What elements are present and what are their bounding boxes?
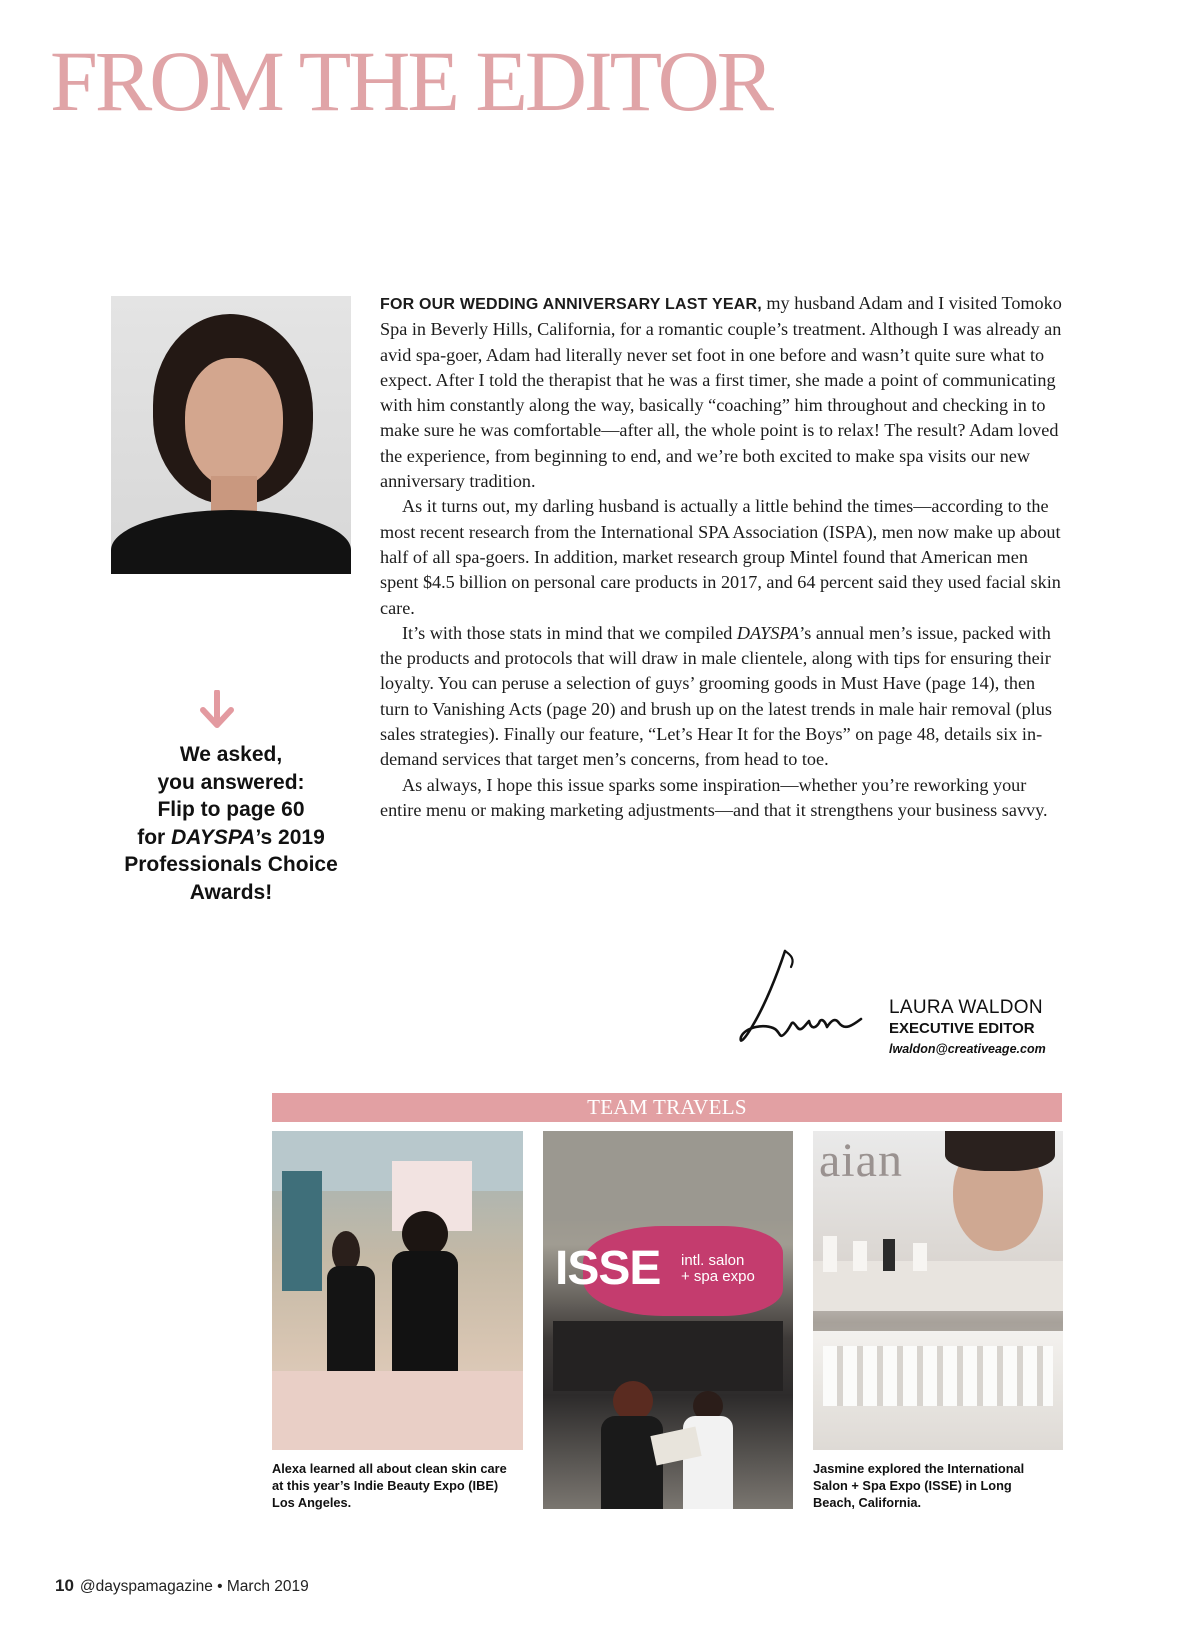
awards-callout: We asked, you answered: Flip to page 60 for DAYSPA’s 2019 Professionals Choice Awards! <box>124 743 338 904</box>
editor-email: lwaldon@creativeage.com <box>889 1042 1046 1056</box>
caption-isse-expo: Jasmine explored the International Salon + Spa Expo (ISSE) in Long Beach, California. <box>813 1461 1025 1510</box>
editor-letter <box>380 291 1062 823</box>
team-travels-heading: TEAM TRAVELS <box>272 1093 1062 1122</box>
editor-role: EXECUTIVE EDITOR <box>889 1020 1035 1037</box>
paragraph-1: FOR OUR WEDDING ANNIVERSARY LAST YEAR, my husband Adam and I visited Tomoko Spa in Beverly Hills, California, for a romantic couple’s treatment. Although I was already an avid spa-goer, Adam had literally never set foot in one before and wasn’t quite sure what to expect. After I told the therapist that he was a first timer, she made a point of communicating with him constantly along the way, basically “coaching” him throughout and checking in to make sure he was comfortable—after all, the whole point is to relax! The result? Adam loved the experience, from beginning to end, and we’re both excited to make spa visits our new anniversary tradition. <box>380 293 1062 492</box>
page-title: FROM THE EDITOR <box>50 33 772 129</box>
footer-handle-date: @dayspamagazine • March 2019 <box>79 1578 309 1595</box>
page-footer <box>55 1576 309 1596</box>
paragraph-3: It’s with those stats in mind that we compiled DAYSPA’s annual men’s issue, packed with the products and protocols that will draw in male clientele, along with tips for ensuring their loyalty. You can peruse a selection of guys’ grooming goods in Must Have (page 14), then turn to Vanishing Acts (page 20) and brush up on the latest trends in male hair removal (plus sales strategies). Finally our feature, “Let’s Hear It for the Boys” on page 48, details six in-demand services that target men’s concerns, from head to toe. <box>380 622 1052 770</box>
photo-isse-expo: ISSE intl. salon + spa expo <box>543 1131 793 1509</box>
down-arrow-icon <box>199 690 235 730</box>
editor-portrait <box>111 296 351 574</box>
photo-skincare-booth: aian <box>813 1131 1063 1450</box>
editor-name: LAURA WALDON <box>889 997 1043 1018</box>
page-number: 10 <box>55 1576 74 1595</box>
photo-indie-beauty-expo <box>272 1131 523 1450</box>
paragraph-4: As always, I hope this issue sparks some inspiration—whether you’re reworking your entire menu or making marketing adjustments—and that it strengthens your business savvy. <box>380 774 1048 820</box>
paragraph-2: As it turns out, my darling husband is actually a little behind the times—according to the most recent research from the International SPA Association (ISPA), men now make up about half of all spa-goers. In addition, market research group Mintel found that American men spent $4.5 billion on personal care products in 2017, and 64 percent said they used facial skin care. <box>380 496 1061 618</box>
caption-indie-beauty-expo: Alexa learned all about clean skin care at this year’s Indie Beauty Expo (IBE) Los Angeles. <box>272 1461 507 1510</box>
editor-signature <box>735 945 875 1055</box>
lead-in: FOR OUR WEDDING ANNIVERSARY LAST YEAR, <box>380 296 762 313</box>
